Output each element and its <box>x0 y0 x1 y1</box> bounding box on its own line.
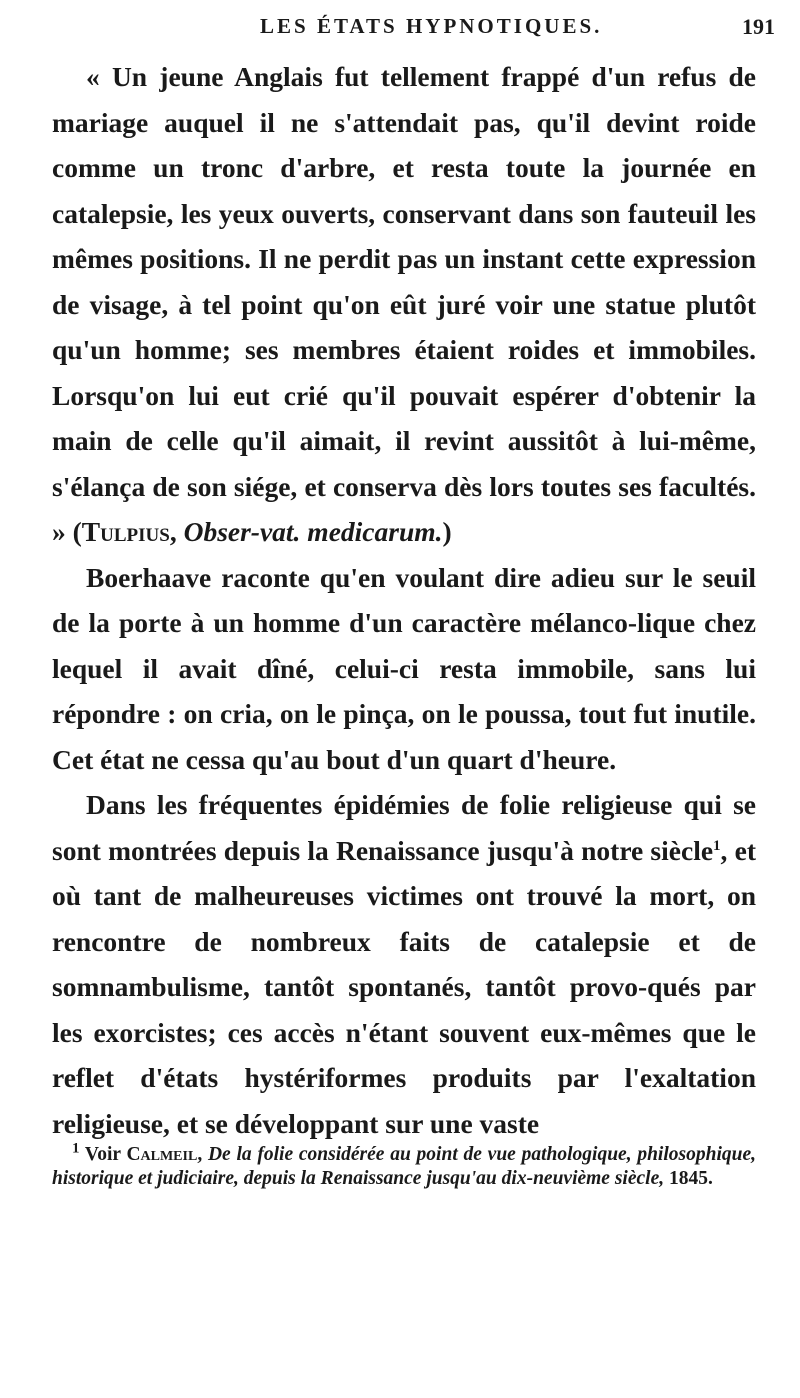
running-head: LES ÉTATS HYPNOTIQUES. <box>260 14 603 38</box>
paragraph-3-start: Dans les fréquentes épidémies de folie religieuse qui se sont montrées depuis la Renaissance jusqu'à notre siècle <box>52 789 756 866</box>
cited-author: Tulpius <box>81 516 170 547</box>
citation-separator: , <box>169 516 184 547</box>
paragraph-3 <box>52 782 756 1146</box>
paragraph-1 <box>52 54 756 555</box>
footnote-prefix: Voir <box>79 1144 127 1165</box>
footnote-year: 1845. <box>664 1168 713 1189</box>
footnote-marker: 1 <box>72 1140 80 1157</box>
citation-close: ) <box>442 516 452 547</box>
footnote-separator: , <box>197 1144 208 1165</box>
footnote-reference: 1 <box>713 837 721 854</box>
cited-work: Obser-vat. medicarum. <box>183 516 443 547</box>
body-text <box>52 54 756 1146</box>
quotation-text: « Un jeune Anglais fut tellement frappé d'un refus de mariage auquel il ne s'attendait pas, qu'il devint roide comme un tronc d'arbre, et resta toute la journée en catalepsie, les yeux ouverts, conservant dans son fauteuil les mêmes positions. Il ne perdit pas un instant cette expression de visage, à tel point qu'on eût juré voir une statue plutôt qu'un homme; ses membres étaient roides et immobiles. Lorsqu'on lui eut crié qu'il pouvait espérer d'obtenir la main de celle qu'il aimait, il revint aussitôt à lui-même, s'élança de son siége, et conserva dès lors toutes ses facultés. » ( <box>52 61 756 547</box>
footnote-author: Calmeil <box>126 1144 198 1165</box>
paragraph-3-end: , et où tant de malheureuses victimes ont trouvé la mort, on rencontre de nombreux faits de catalepsie et de somnambulisme, tantôt spontanés, tantôt provo-qués par les exorcistes; ces accès n'étant souvent eux-mêmes que le reflet d'états hystériformes produits par l'exaltation religieuse, et se développant sur une vaste <box>52 834 756 1139</box>
page-number: 191 <box>742 14 775 39</box>
paragraph-2: Boerhaave raconte qu'en voulant dire adieu sur le seuil de la porte à un homme d'un caractère mélanco-lique chez lequel il avait dîné, celui-ci resta immobile, sans lui répondre : on cria, on le pinça, on le poussa, tout fut inutile. Cet état ne cessa qu'au bout d'un quart d'heure. <box>52 561 756 775</box>
footnote-title: De la folie considérée au point de vue pathologique, philosophique, historique et judiciaire, depuis la Renaissance jusqu'au dix-neuvième siècle, <box>52 1144 756 1189</box>
footnote <box>52 1140 756 1191</box>
